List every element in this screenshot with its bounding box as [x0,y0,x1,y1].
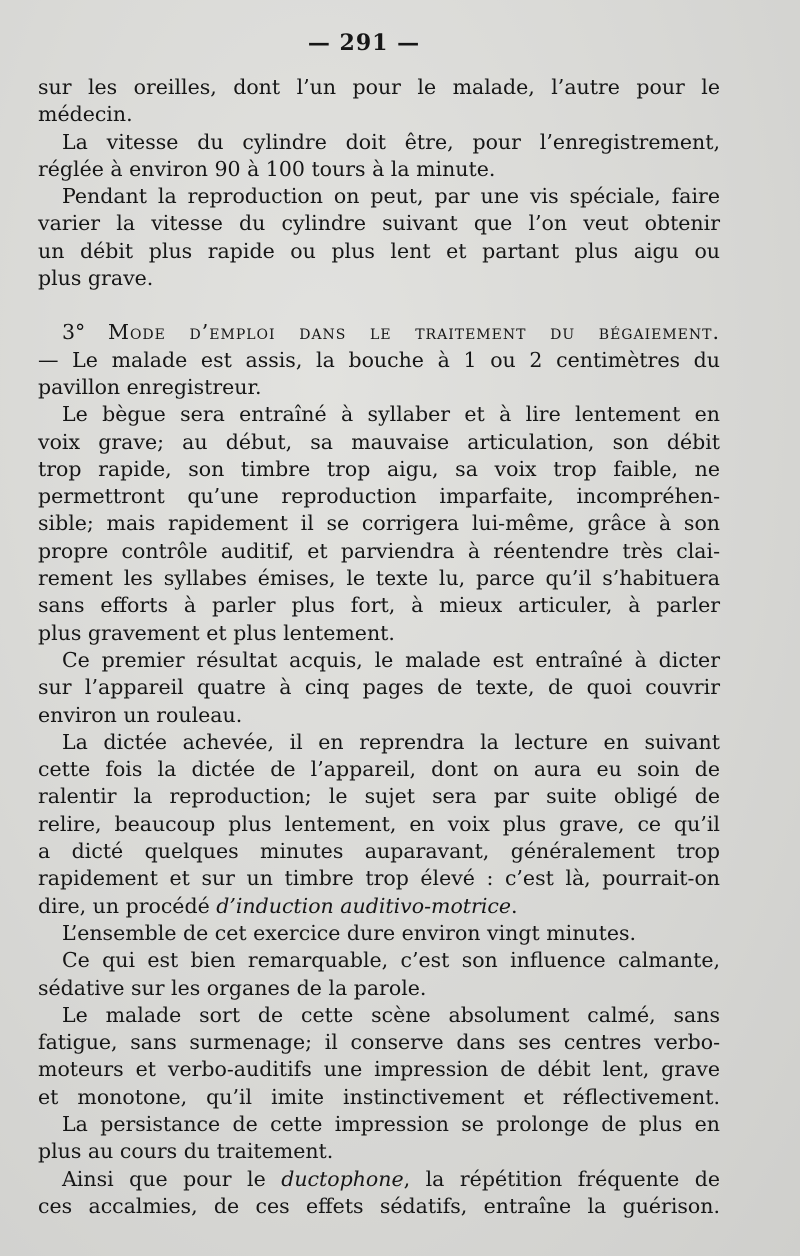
text-line: sans efforts à parler plus fort, à mieux articuler, à parler [38,593,720,618]
text-fragment: . [511,893,518,918]
paragraph-1 [38,74,720,129]
text-line: Ce premier résultat acquis, le malade est entraîné à dicter [62,647,720,672]
text-line: propre contrôle auditif, et parviendra à réentendre très clai- [38,538,720,563]
text-line: — Le malade est assis, la bouche à 1 ou 2 centimètres du [38,347,720,372]
paragraph-body-6 [38,1002,720,1111]
text-fragment: dire, un procédé [38,893,217,918]
section-heading-paragraph [38,319,720,401]
text-line: rement les syllabes émises, le texte lu, parce qu’il s’habituera [38,566,720,591]
section-heading [38,319,720,346]
paragraph-body-2 [38,647,720,729]
paragraph-2 [38,129,720,184]
paragraph-body-4 [38,920,720,947]
text-line: ces accalmies, de ces effets sédatifs, entraîne la guérison. [38,1193,720,1218]
text-line: médecin. [38,102,133,127]
paragraph-3 [38,183,720,292]
text-line: sur l’appareil quatre à cinq pages de texte, de quoi couvrir [38,675,720,700]
text-line: La dictée achevée, il en reprendra la lecture en suivant [62,729,720,754]
text-line: Le bègue sera entraîné à syllaber et à lire lentement en [62,402,720,427]
text-line: voix grave; au début, sa mauvaise articulation, son débit [38,429,720,454]
text-line: Le malade sort de cette scène absolument calmé, sans [62,1002,720,1027]
section-gap [38,292,720,319]
text-line: a dicté quelques minutes auparavant, généralement trop [38,839,720,864]
text-line: fatigue, sans surmenage; il conserve dans ses centres verbo- [38,1030,720,1055]
text-line: La persistance de cette impression se prolonge de plus en [62,1111,720,1136]
text-line: un débit plus rapide ou plus lent et partant plus aigu ou [38,238,720,263]
text-line: sédative sur les organes de la parole. [38,975,427,1000]
paragraph-body-5 [38,947,720,1002]
section-heading-title: Mode d’emploi dans le traitement du bégaiement. [107,320,720,345]
text-line: plus au cours du traitement. [38,1139,334,1164]
text-line: plus gravement et plus lentement. [38,620,395,645]
text-line: moteurs et verbo-auditifs une impression de débit lent, grave [38,1057,720,1082]
text-line: environ un rouleau. [38,702,243,727]
text-fragment: , la répétition fréquente de [403,1166,720,1191]
text-line: plus grave. [38,266,154,291]
italic-term: ductophone [281,1166,404,1191]
text-line: varier la vitesse du cylindre suivant que l’on veut obtenir [38,211,720,236]
text-line [38,1166,720,1193]
text-line: Ce qui est bien remarquable, c’est son influence calmante, [62,948,720,973]
section-heading-number: 3° [62,320,86,345]
text-line: La vitesse du cylindre doit être, pour l’enregistrement, [62,129,720,154]
paragraph-body-7 [38,1111,720,1166]
paragraph-body-3 [38,729,720,920]
text-line: réglée à environ 90 à 100 tours à la minute. [38,156,496,181]
text-line: L’ensemble de cet exercice dure environ vingt minutes. [62,920,637,945]
text-line: relire, beaucoup plus lentement, en voix plus grave, ce qu’il [38,811,720,836]
text-line: permettront qu’une reproduction imparfaite, incompréhen- [38,484,720,509]
text-line: rapidement et sur un timbre trop élevé : c’est là, pourrait-on [38,866,720,891]
text-line: et monotone, qu’il imite instinctivement et réflectivement. [38,1084,720,1109]
text-line: trop rapide, son timbre trop aigu, sa voix trop faible, ne [38,456,720,481]
text-line: pavillon enregistreur. [38,374,262,399]
paragraph-body-8 [38,1166,720,1221]
text-line: sur les oreilles, dont l’un pour le malade, l’autre pour le [38,75,720,99]
page-number: — 291 — [307,30,421,56]
italic-term: d’induction auditivo-motrice [216,893,512,918]
text-line [38,893,720,920]
paragraph-body-1 [38,401,720,647]
text-line: cette fois la dictée de l’appareil, dont on aura eu soin de [38,757,720,782]
text-line: sible; mais rapidement il se corrigera lui-même, grâce à son [38,511,720,536]
text-line: Pendant la reproduction on peut, par une vis spéciale, faire [62,184,720,209]
text-fragment: Ainsi que pour le [62,1166,282,1191]
page-text [38,74,720,1220]
text-line: ralentir la reproduction; le sujet sera par suite obligé de [38,784,720,809]
